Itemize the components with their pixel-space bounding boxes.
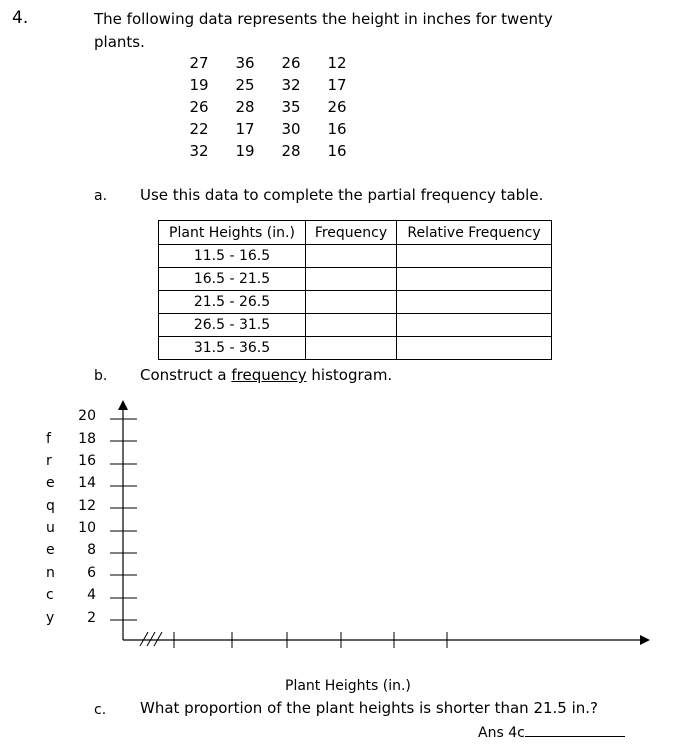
header-plant-heights: Plant Heights (in.) (159, 221, 306, 245)
y-tick-label: 8 (87, 542, 96, 558)
y-axis-letter: n (46, 565, 55, 581)
answer-label: Ans 4c (478, 725, 525, 741)
x-axis-arrow (640, 635, 650, 645)
part-b-text-before: Construct a (140, 366, 232, 384)
prompt-line-2: plants. (94, 33, 145, 51)
x-axis-label: Plant Heights (in.) (285, 678, 411, 694)
data-value: 30 (281, 120, 301, 138)
y-axis-letter: u (46, 520, 55, 536)
data-value: 27 (189, 54, 209, 72)
y-tick-label: 18 (78, 431, 96, 447)
data-value: 32 (281, 76, 301, 94)
y-axis-letter: e (46, 475, 55, 491)
data-value: 12 (327, 54, 347, 72)
y-axis-letter: y (46, 610, 55, 626)
data-value: 26 (281, 54, 301, 72)
y-tick-label: 16 (78, 453, 96, 469)
data-value: 22 (189, 120, 209, 138)
header-relative-frequency: Relative Frequency (397, 221, 552, 245)
range-cell: 26.5 - 31.5 (159, 314, 306, 337)
part-c-label: c. (94, 702, 107, 718)
part-c-text: What proportion of the plant heights is shorter than 21.5 in.? (140, 699, 599, 717)
y-tick-label: 6 (87, 565, 96, 581)
data-value: 26 (189, 98, 209, 116)
y-tick-label: 20 (78, 408, 96, 424)
y-axis-letter: f (46, 431, 51, 447)
range-cell: 31.5 - 36.5 (159, 337, 306, 360)
range-cell: 21.5 - 26.5 (159, 291, 306, 314)
y-tick-label: 2 (87, 610, 96, 626)
part-b-label: b. (94, 368, 108, 384)
data-value: 25 (235, 76, 255, 94)
y-tick-label: 10 (78, 520, 96, 536)
data-value: 36 (235, 54, 255, 72)
axis-break-mark (147, 632, 155, 646)
header-frequency: Frequency (306, 221, 397, 245)
part-a-text: Use this data to complete the partial frequency table. (140, 186, 544, 204)
part-a-label: a. (94, 188, 108, 204)
range-cell: 11.5 - 16.5 (159, 245, 306, 268)
y-axis-letter: c (46, 587, 54, 603)
axis-break-mark (154, 632, 162, 646)
y-tick-label: 12 (78, 498, 96, 514)
data-value: 32 (189, 142, 209, 160)
answer-blank[interactable] (525, 722, 625, 737)
data-value: 28 (281, 142, 301, 160)
data-value: 26 (327, 98, 347, 116)
answer-row (478, 722, 625, 741)
data-value: 19 (189, 76, 209, 94)
data-value: 16 (327, 120, 347, 138)
part-b-text-underlined: frequency (231, 366, 307, 384)
range-cell: 16.5 - 21.5 (159, 268, 306, 291)
data-value: 16 (327, 142, 347, 160)
y-axis-letter: e (46, 542, 55, 558)
part-b-text-after: histogram. (306, 366, 393, 384)
prompt-line-1: The following data represents the height in inches for twenty (94, 10, 553, 28)
question-number: 4. (12, 8, 29, 28)
data-value: 35 (281, 98, 301, 116)
y-tick-label: 4 (87, 587, 96, 603)
axis-break-mark (140, 632, 148, 646)
y-tick-label: 14 (78, 475, 96, 491)
y-axis-letter: r (46, 453, 52, 469)
data-value: 17 (327, 76, 347, 94)
data-value: 28 (235, 98, 255, 116)
data-value: 19 (235, 142, 255, 160)
y-axis-arrow (118, 400, 128, 410)
data-value: 17 (235, 120, 255, 138)
y-axis-letter: q (46, 498, 55, 514)
